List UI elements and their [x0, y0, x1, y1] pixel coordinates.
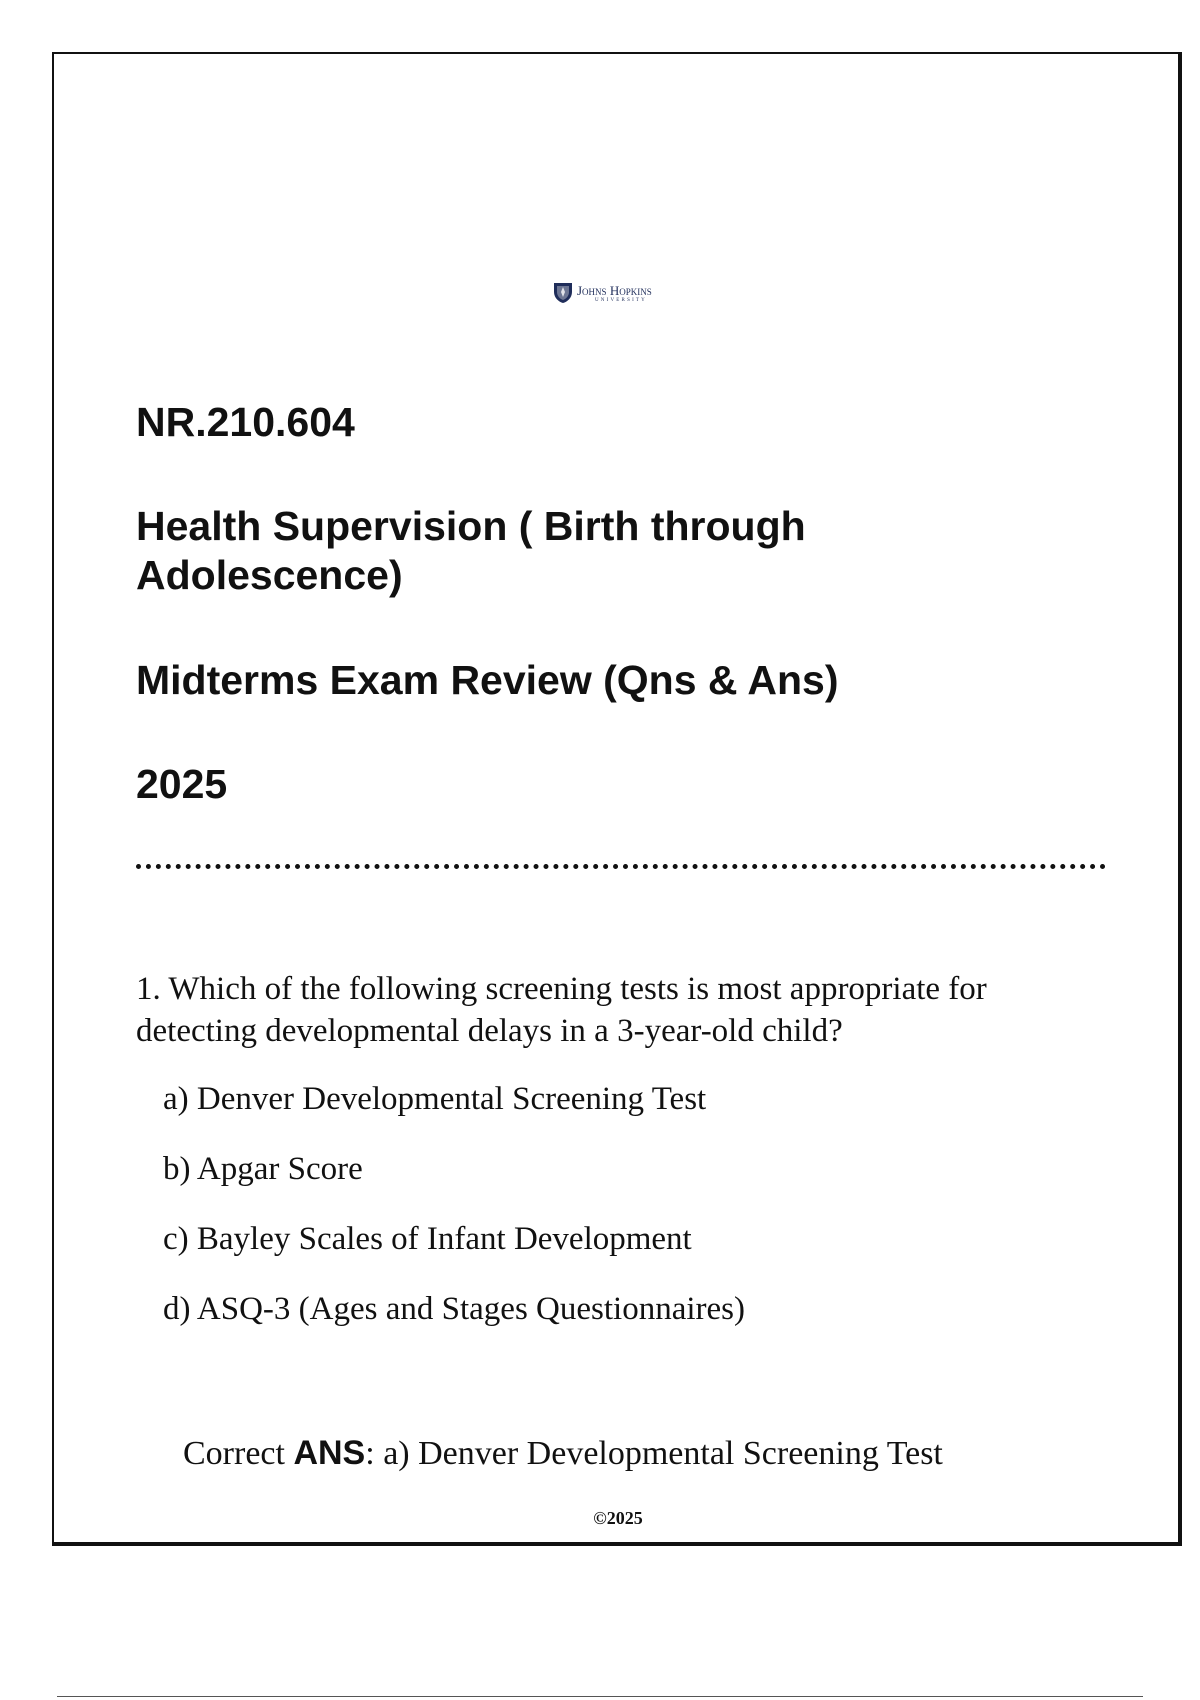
logo-subtitle: UNIVERSITY: [595, 297, 647, 303]
course-code: NR.210.604: [136, 399, 355, 445]
option-c: c) Bayley Scales of Infant Development: [163, 1221, 692, 1257]
question-text: 1. Which of the following screening tests is most appropriate for detecting developmental delays in a 3-year-old child?: [136, 971, 987, 1049]
exam-year: 2025: [136, 761, 228, 807]
option-b: b) Apgar Score: [163, 1151, 363, 1187]
correct-answer: [183, 1432, 943, 1475]
answer-text: a) Denver Developmental Screening Test: [383, 1435, 943, 1472]
course-title: Health Supervision ( Birth through Adolescence): [136, 503, 806, 598]
university-logo: [553, 282, 652, 304]
answer-separator: :: [365, 1435, 384, 1472]
copyright-notice: ©2025: [593, 1508, 643, 1528]
review-title: Midterms Exam Review (Qns & Ans): [136, 657, 839, 703]
answer-options: [163, 1078, 745, 1358]
answer-key-label: ANS: [293, 1434, 366, 1472]
shield-icon: [553, 282, 573, 304]
option-d: d) ASQ-3 (Ages and Stages Questionnaires): [163, 1291, 745, 1327]
answer-prefix: Correct: [183, 1435, 294, 1472]
dotted-divider: [136, 864, 1106, 869]
option-a: a) Denver Developmental Screening Test: [163, 1081, 707, 1117]
bottom-divider: [57, 1696, 1143, 1697]
logo-name: Johns Hopkins: [577, 282, 652, 298]
